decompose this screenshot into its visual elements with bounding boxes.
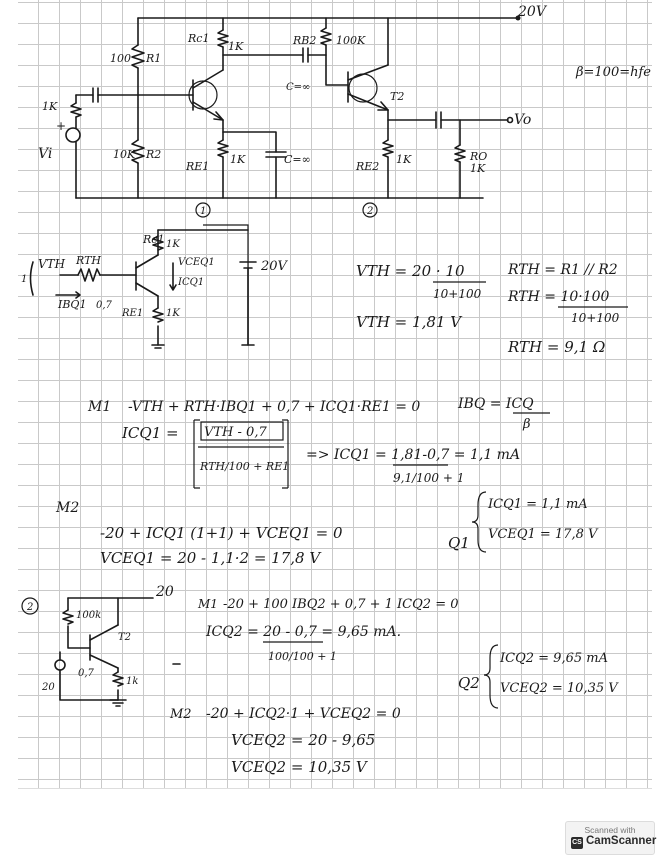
re1-value: 1K	[166, 308, 180, 319]
re1-label: RE1	[122, 308, 144, 319]
re2-value: 1K	[396, 153, 412, 166]
stage2-mesh1-label: M1	[198, 597, 218, 611]
vth-result: VTH = 1,81 V	[356, 313, 462, 331]
beta-denominator: β	[523, 417, 531, 432]
re1-label: RE1	[186, 160, 210, 173]
vceq2-result: VCEQ2 = 10,35 V	[231, 758, 367, 776]
rc1-value: 1K	[166, 239, 180, 250]
stage2-mesh2-label: M2	[170, 707, 192, 722]
vceq2-substitution: VCEQ2 = 20 - 9,65	[231, 731, 376, 749]
stage2-supply: 20	[156, 584, 174, 600]
re1-value: 1K	[230, 153, 246, 166]
q2-vce-value: VCEQ2 = 10,35 V	[500, 681, 618, 696]
q2-label: Q2	[458, 674, 480, 692]
supply-label: 20V	[518, 4, 546, 20]
icq1-lhs: ICQ1 =	[122, 424, 179, 442]
ibq-label: IBQ1	[58, 298, 87, 311]
icq1-numerator: VTH - 0,7	[204, 425, 267, 440]
stage2-vbe: 0,7	[78, 668, 94, 679]
ro-label: RO	[470, 150, 488, 163]
vceq-label: VCEQ1	[178, 257, 215, 268]
rth-result: RTH = 9,1 Ω	[508, 338, 606, 356]
vth-formula: VTH = 20 · 10	[356, 262, 465, 280]
stage2-re-value: 1k	[126, 676, 139, 687]
icq1-result-denominator: 9,1/100 + 1	[393, 471, 465, 485]
re2-label: RE2	[356, 160, 380, 173]
stage2-mesh2-equation: -20 + ICQ2·1 + VCEQ2 = 0	[206, 706, 401, 722]
rb2-label: RB2	[293, 34, 317, 47]
beta-note: β=100=hfe	[576, 65, 651, 80]
vceq1-result: VCEQ1 = 20 - 1,1·2 = 17,8 V	[100, 549, 321, 567]
vth-denominator: 10+100	[433, 287, 482, 301]
icq1-denominator: RTH/100 + RE1	[200, 460, 290, 473]
r1-label: R1	[146, 52, 162, 65]
mesh2-label: M2	[56, 500, 80, 516]
vbe-label: 0,7	[96, 300, 112, 311]
q2-ic-value: ICQ2 = 9,65 mA	[500, 651, 608, 666]
r2-value: 10K	[113, 148, 136, 161]
input-voltage-label: Vi	[38, 146, 53, 162]
rb2-value: 100K	[336, 34, 366, 47]
scanner-watermark	[565, 821, 655, 855]
rth-denominator: 10+100	[571, 311, 620, 325]
stage2-mesh1-equation: -20 + 100 IBQ2 + 0,7 + 1 ICQ2 = 0	[223, 597, 459, 612]
q1-ic-value: ICQ1 = 1,1 mA	[488, 497, 588, 512]
rth-formula: RTH = R1 // R2	[508, 262, 618, 278]
r2-label: R2	[146, 148, 162, 161]
stage-2-marker: 2	[27, 602, 34, 613]
rc1-value: 1K	[228, 40, 244, 53]
handwritten-notes	[18, 0, 652, 788]
supply-label: 20V	[261, 259, 287, 274]
rth-resistor-label: RTH	[76, 254, 102, 267]
thevenin-schematic	[31, 230, 257, 348]
ibq-relation: IBQ = ICQ	[458, 396, 534, 412]
t2-label: T2	[390, 90, 405, 103]
bypass-cap-label: C=∞	[284, 153, 311, 166]
watermark-brand: CamScanner	[586, 835, 657, 847]
r1-value: 100	[110, 52, 131, 65]
stage-1-marker: 1	[200, 206, 207, 217]
ro-value: 1K	[470, 162, 486, 175]
stage2-t2-label: T2	[118, 632, 132, 643]
stage2-rb-value: 100k	[76, 610, 102, 621]
icq2-result: ICQ2 = 20 - 0,7 = 9,65 mA.	[206, 624, 402, 640]
icq2-denominator: 100/100 + 1	[268, 650, 337, 663]
rc1-label: Rc1	[188, 32, 210, 45]
rc1-label: Rc1	[143, 233, 165, 246]
icq-label: ICQ1	[178, 277, 205, 288]
coupling-cap-label: C=∞	[286, 82, 311, 93]
loop-label: 1	[21, 274, 28, 285]
vth-source-label: VTH	[38, 257, 66, 271]
source-resistor-value: 1K	[42, 100, 58, 113]
icq1-result: => ICQ1 = 1,81-0,7 = 1,1 mA	[306, 447, 521, 463]
mesh2-equation: -20 + ICQ1 (1+1) + VCEQ1 = 0	[100, 524, 343, 542]
rth-fraction: RTH = 10·100	[508, 289, 610, 305]
mesh1-equation: -VTH + RTH·IBQ1 + 0,7 + ICQ1·RE1 = 0	[128, 399, 421, 415]
q1-vce-value: VCEQ1 = 17,8 V	[488, 527, 598, 542]
source-plus: +	[56, 119, 67, 133]
q1-label: Q1	[448, 534, 470, 552]
mesh1-label: M1	[88, 399, 112, 415]
notebook-page	[18, 0, 652, 789]
stage-2-marker: 2	[367, 206, 374, 217]
output-voltage-label: Vo	[514, 112, 532, 128]
stage2-source: 20	[42, 682, 55, 693]
watermark-caption: Scanned with	[584, 825, 636, 835]
camscanner-logo-icon: CS	[571, 837, 583, 849]
